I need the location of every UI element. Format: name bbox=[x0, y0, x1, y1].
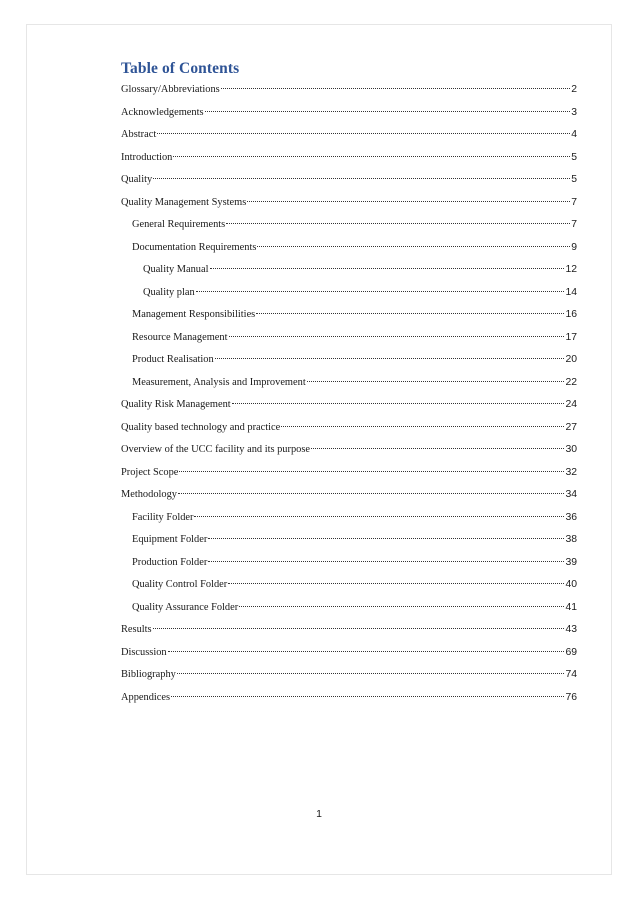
toc-entry-title: Management Responsibilities bbox=[132, 309, 256, 320]
toc-dot-leader bbox=[208, 561, 564, 562]
toc-dot-leader bbox=[311, 448, 564, 449]
toc-entry-title: Abstract bbox=[121, 129, 157, 140]
toc-entry-page: 40 bbox=[565, 579, 577, 590]
toc-entry-page: 20 bbox=[565, 354, 577, 365]
toc-entry-page: 69 bbox=[565, 646, 577, 658]
toc-entry-title: Project Scope bbox=[121, 466, 179, 478]
toc-entry-page: 16 bbox=[565, 309, 577, 320]
toc-entry-title: Documentation Requirements bbox=[132, 241, 257, 253]
toc-dot-leader bbox=[168, 651, 565, 652]
toc-entry[interactable] bbox=[121, 261, 577, 284]
toc-dot-leader bbox=[307, 381, 565, 382]
toc-dot-leader bbox=[177, 673, 565, 674]
toc-entry-page: 9 bbox=[571, 241, 577, 253]
toc-entry-title: Bibliography bbox=[121, 669, 176, 680]
toc-heading: Table of Contents bbox=[121, 60, 240, 77]
toc-entry-page: 7 bbox=[571, 196, 577, 208]
toc-dot-leader bbox=[173, 156, 570, 157]
toc-entry-page: 39 bbox=[565, 556, 577, 568]
toc-dot-leader bbox=[239, 606, 564, 607]
toc-entry-page: 4 bbox=[571, 129, 577, 140]
toc-entry-page: 12 bbox=[565, 264, 577, 275]
toc-entry[interactable] bbox=[121, 464, 577, 487]
toc-entry[interactable] bbox=[121, 599, 577, 622]
toc-entry-page: 5 bbox=[571, 151, 577, 163]
toc-entry[interactable] bbox=[121, 621, 577, 644]
toc-entry-title: Facility Folder bbox=[132, 511, 194, 523]
toc-entry[interactable] bbox=[121, 104, 577, 127]
toc-entry[interactable] bbox=[121, 689, 577, 712]
toc-dot-leader bbox=[232, 403, 565, 404]
toc-entry-title: General Requirements bbox=[132, 219, 226, 230]
toc-entry-title: Discussion bbox=[121, 646, 167, 658]
toc-entry-page: 43 bbox=[565, 624, 577, 635]
toc-entry[interactable] bbox=[121, 374, 577, 397]
toc-dot-leader bbox=[210, 268, 565, 269]
toc-entry-page: 17 bbox=[565, 331, 577, 343]
toc-dot-leader bbox=[205, 111, 571, 112]
toc-entry-title: Product Realisation bbox=[132, 354, 214, 365]
toc-entry[interactable] bbox=[121, 216, 577, 239]
toc-dot-leader bbox=[221, 88, 571, 89]
toc-entry[interactable] bbox=[121, 171, 577, 194]
toc-entry-title: Measurement, Analysis and Improvement bbox=[132, 376, 306, 388]
toc-entry[interactable] bbox=[121, 351, 577, 374]
toc-dot-leader bbox=[194, 516, 564, 517]
toc-dot-leader bbox=[226, 223, 570, 224]
toc-entry[interactable] bbox=[121, 419, 577, 442]
toc-entry-page: 74 bbox=[565, 669, 577, 680]
toc-dot-leader bbox=[228, 583, 564, 584]
toc-entry-page: 38 bbox=[565, 534, 577, 545]
toc-entry-title: Methodology bbox=[121, 489, 177, 500]
toc-dot-leader bbox=[257, 246, 570, 247]
toc-dot-leader bbox=[229, 336, 565, 337]
toc-list bbox=[121, 81, 577, 711]
toc-entry-title: Quality bbox=[121, 174, 153, 185]
page-number: 1 bbox=[316, 808, 322, 820]
toc-entry[interactable] bbox=[121, 531, 577, 554]
toc-entry-title: Quality Control Folder bbox=[132, 579, 228, 590]
toc-entry[interactable] bbox=[121, 396, 577, 419]
toc-entry[interactable] bbox=[121, 509, 577, 532]
toc-entry-title: Results bbox=[121, 624, 152, 635]
toc-entry-title: Quality Management Systems bbox=[121, 196, 247, 208]
toc-entry-page: 76 bbox=[565, 691, 577, 703]
toc-entry[interactable] bbox=[121, 284, 577, 307]
toc-entry-page: 24 bbox=[565, 399, 577, 410]
toc-dot-leader bbox=[157, 133, 570, 134]
toc-dot-leader bbox=[171, 696, 564, 697]
toc-dot-leader bbox=[256, 313, 564, 314]
toc-entry-title: Appendices bbox=[121, 691, 171, 703]
toc-entry[interactable] bbox=[121, 329, 577, 352]
toc-entry[interactable] bbox=[121, 644, 577, 667]
toc-entry-page: 5 bbox=[571, 174, 577, 185]
toc-dot-leader bbox=[179, 471, 564, 472]
toc-entry-page: 14 bbox=[565, 286, 577, 298]
toc-entry-page: 7 bbox=[571, 219, 577, 230]
toc-entry-title: Glossary/Abbreviations bbox=[121, 84, 220, 95]
toc-entry-title: Resource Management bbox=[132, 331, 228, 343]
toc-dot-leader bbox=[247, 201, 570, 202]
toc-entry-title: Equipment Folder bbox=[132, 534, 208, 545]
toc-entry-page: 34 bbox=[565, 489, 577, 500]
toc-dot-leader bbox=[178, 493, 564, 494]
toc-entry[interactable] bbox=[121, 666, 577, 689]
toc-dot-leader bbox=[153, 628, 565, 629]
toc-entry-title: Quality based technology and practice bbox=[121, 421, 281, 433]
toc-entry-page: 32 bbox=[565, 466, 577, 478]
toc-entry-title: Quality Risk Management bbox=[121, 399, 231, 410]
toc-entry[interactable] bbox=[121, 149, 577, 172]
toc-entry[interactable] bbox=[121, 486, 577, 509]
toc-entry[interactable] bbox=[121, 194, 577, 217]
toc-entry-title: Quality plan bbox=[143, 286, 195, 298]
toc-entry[interactable] bbox=[121, 554, 577, 577]
toc-entry[interactable] bbox=[121, 81, 577, 104]
toc-entry-title: Overview of the UCC facility and its purpose bbox=[121, 444, 311, 455]
toc-dot-leader bbox=[208, 538, 564, 539]
toc-entry-page: 27 bbox=[565, 421, 577, 433]
toc-dot-leader bbox=[281, 426, 564, 427]
toc-entry-page: 22 bbox=[565, 376, 577, 388]
toc-entry-page: 2 bbox=[571, 84, 577, 95]
toc-entry-page: 36 bbox=[565, 511, 577, 523]
toc-entry[interactable] bbox=[121, 239, 577, 262]
toc-entry[interactable] bbox=[121, 576, 577, 599]
toc-entry-title: Acknowledgements bbox=[121, 106, 204, 118]
toc-entry[interactable] bbox=[121, 126, 577, 149]
toc-dot-leader bbox=[196, 291, 565, 292]
toc-entry-title: Production Folder bbox=[132, 556, 208, 568]
toc-dot-leader bbox=[215, 358, 565, 359]
toc-entry-page: 3 bbox=[571, 106, 577, 118]
toc-entry-title: Quality Assurance Folder bbox=[132, 601, 239, 613]
toc-entry-page: 30 bbox=[565, 444, 577, 455]
toc-entry-title: Quality Manual bbox=[143, 264, 209, 275]
toc-dot-leader bbox=[153, 178, 570, 179]
toc-entry[interactable] bbox=[121, 306, 577, 329]
toc-entry[interactable] bbox=[121, 441, 577, 464]
toc-entry-title: Introduction bbox=[121, 151, 173, 163]
toc-entry-page: 41 bbox=[565, 601, 577, 613]
